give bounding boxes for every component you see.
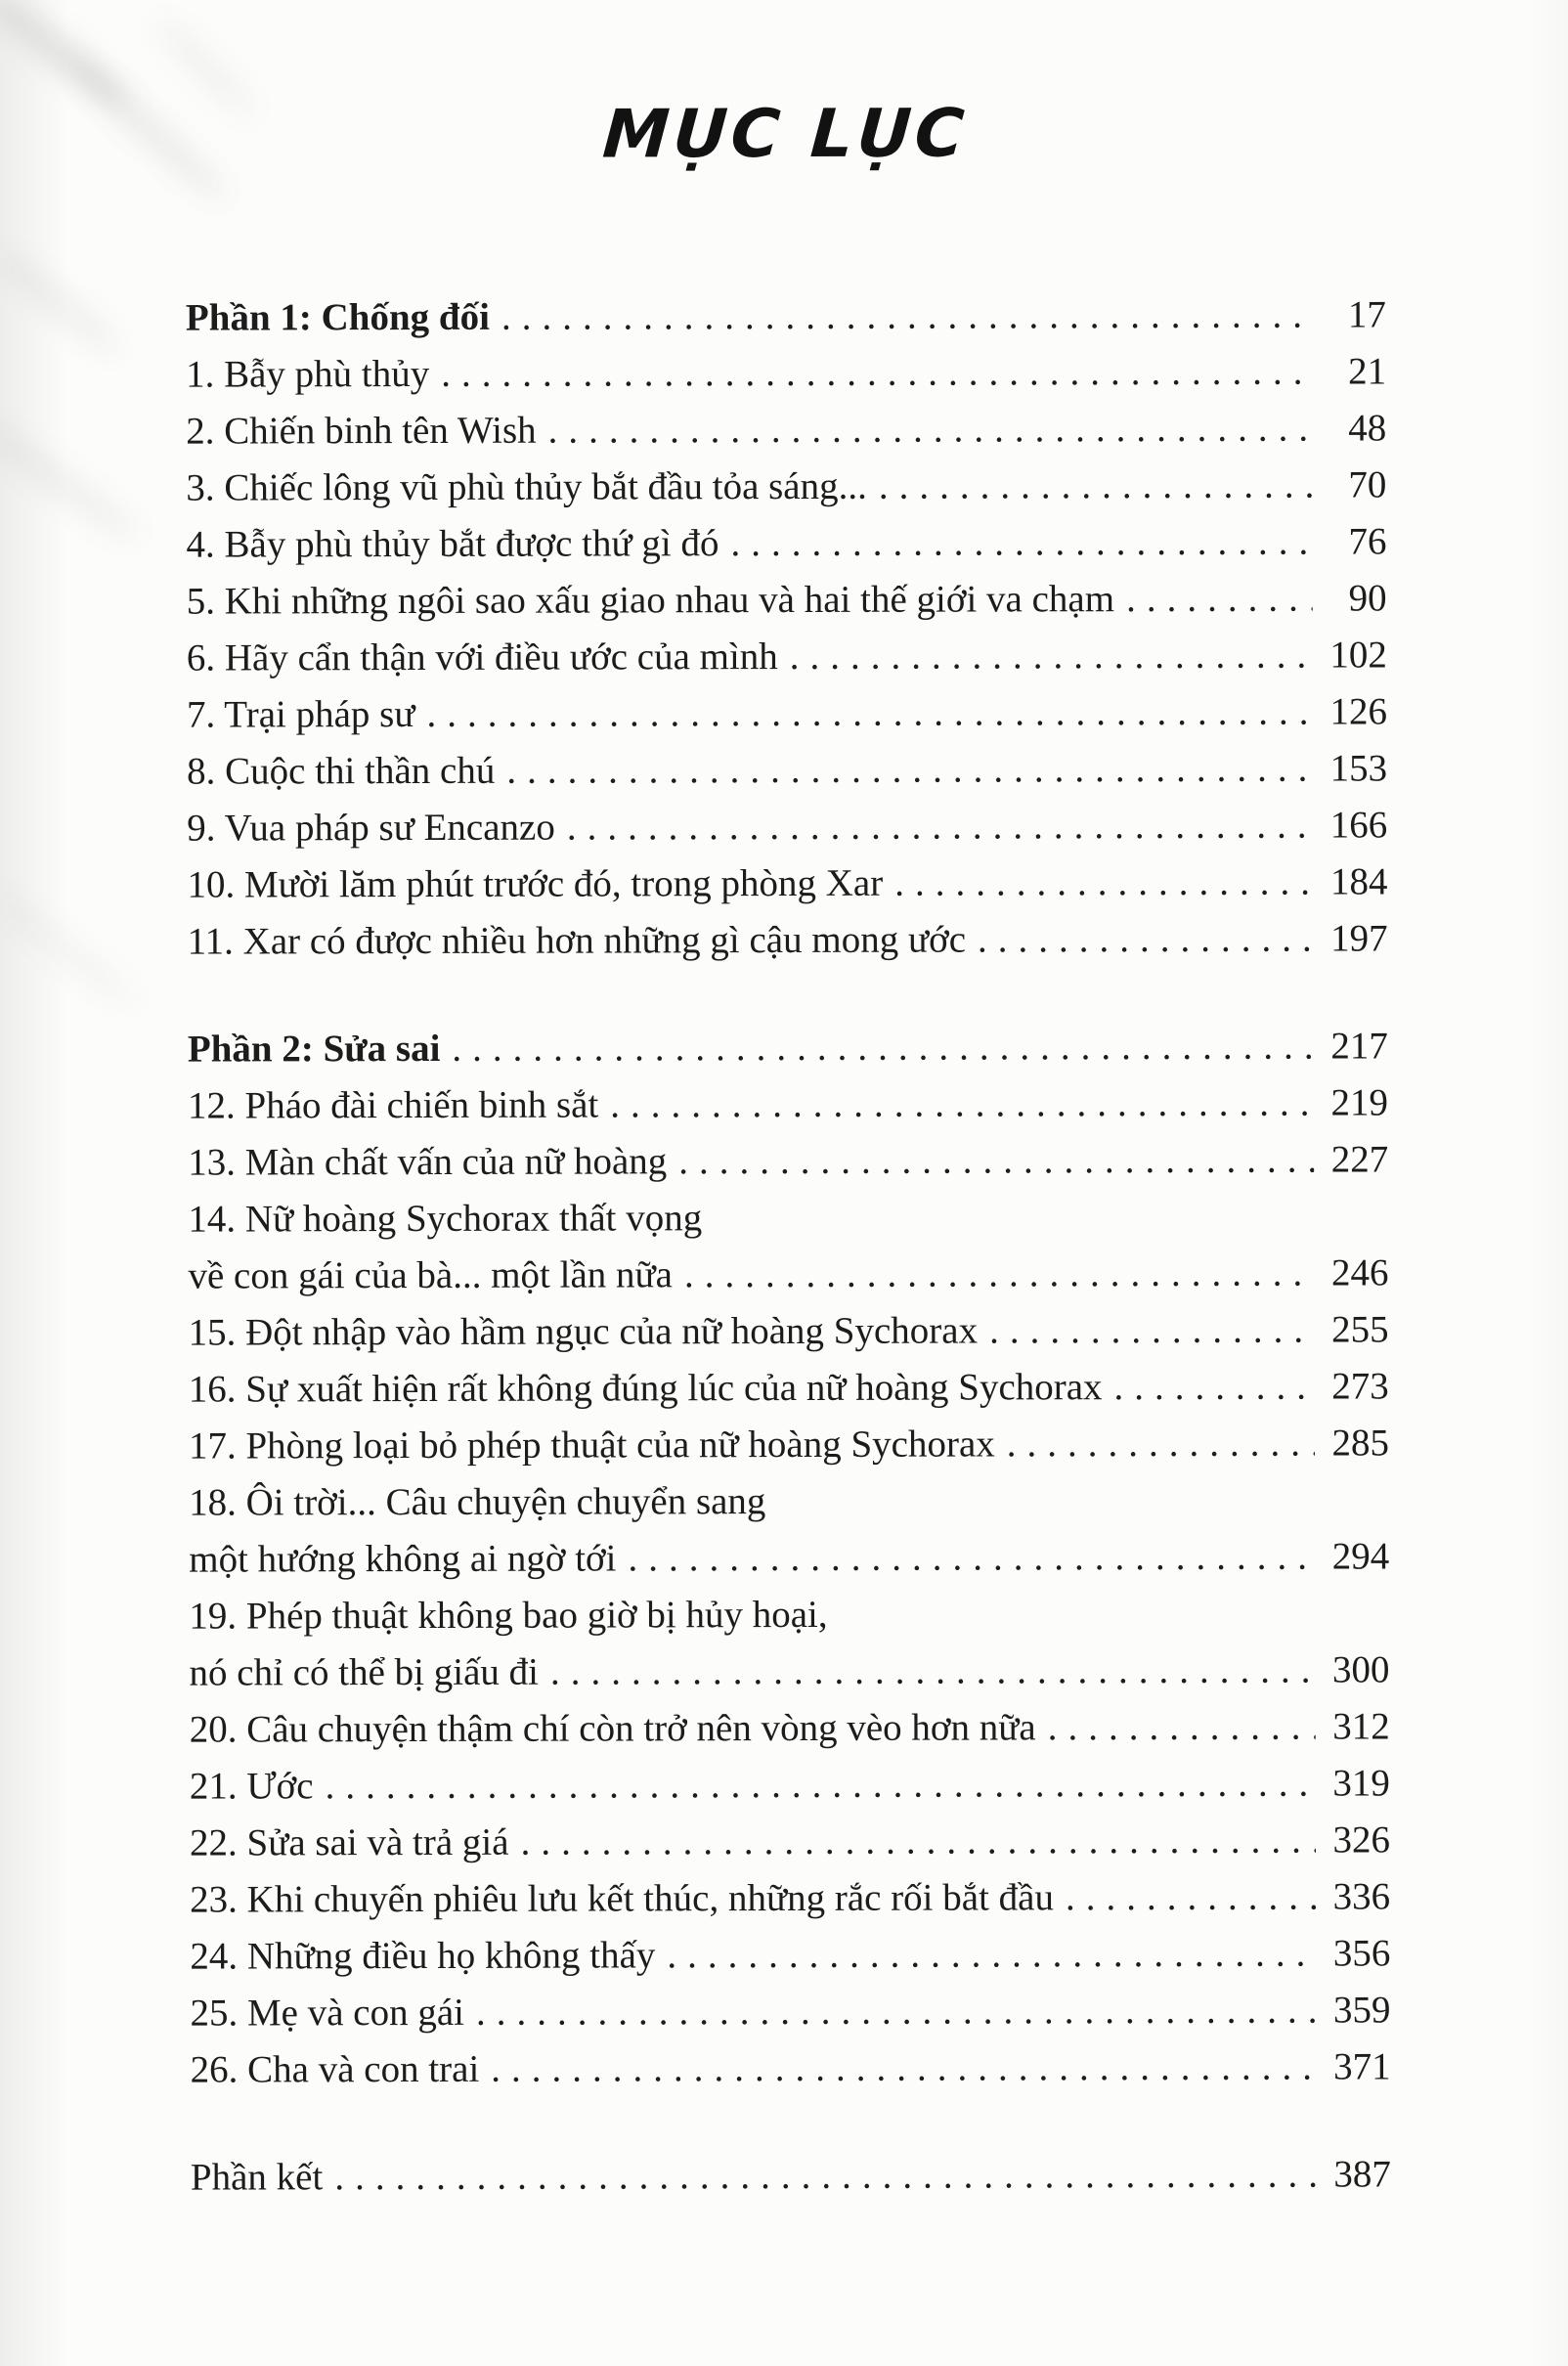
toc-entry-label: Phần 2: Sửa sai — [187, 1027, 441, 1071]
dot-leader — [441, 344, 1312, 403]
toc-entry — [189, 1585, 1389, 1644]
toc-entry — [190, 1925, 1390, 1985]
toc-entry — [186, 513, 1386, 573]
toc-entry-label: 19. Phép thuật không bao giờ bị hủy hoại, — [189, 1593, 828, 1638]
toc-entry — [187, 570, 1387, 630]
toc-entry — [189, 1642, 1389, 1701]
toc-entry — [188, 1245, 1388, 1304]
dot-leader — [730, 514, 1312, 573]
dot-leader — [628, 1529, 1315, 1588]
toc-entry-page: 255 — [1331, 1308, 1389, 1351]
toc-entry-page: 102 — [1329, 634, 1387, 677]
toc-entry-page: 359 — [1332, 1989, 1391, 2032]
toc-entry — [189, 1301, 1389, 1361]
dot-leader — [1007, 1416, 1315, 1473]
dot-leader — [550, 1643, 1316, 1701]
dot-leader — [426, 684, 1313, 743]
toc-entry-page: 90 — [1348, 577, 1387, 620]
dot-leader — [894, 854, 1313, 912]
toc-entry — [186, 400, 1386, 460]
toc-entry-label: Phần kết — [190, 2156, 324, 2199]
toc-list — [186, 286, 1391, 2206]
dot-leader — [978, 911, 1314, 969]
toc-entry-page: 219 — [1330, 1081, 1389, 1124]
toc-entry-page: 126 — [1329, 690, 1388, 733]
toc-entry-label: Phần 1: Chống đối — [185, 295, 490, 339]
dot-leader — [334, 2147, 1317, 2207]
dot-leader — [325, 1756, 1315, 1816]
toc-entry-page: 246 — [1330, 1251, 1389, 1294]
toc-entry — [189, 1358, 1389, 1418]
toc-entry-label: 26. Cha và con trai — [190, 2047, 480, 2091]
toc-entry-label: 11. Xar có được nhiều hơn những gì cậu mong ước — [187, 918, 967, 963]
toc-entry-label: 8. Cuộc thi thần chú — [187, 749, 496, 793]
toc-entry-label: 1. Bẫy phù thủy — [185, 352, 430, 396]
dot-leader — [452, 1019, 1314, 1077]
toc-entry-page: 76 — [1348, 520, 1387, 563]
toc-entry — [189, 1471, 1389, 1531]
toc-entry-label: 20. Câu chuyện thậm chí còn trở nên vòng vèo hơn nữa — [189, 1706, 1036, 1751]
dot-leader — [667, 1926, 1316, 1985]
toc-entry-page: 153 — [1329, 747, 1388, 790]
toc-entry-label: 21. Ước — [189, 1765, 314, 1808]
dot-leader — [989, 1302, 1315, 1360]
toc-entry — [186, 343, 1386, 403]
dot-leader — [506, 741, 1313, 800]
toc-entry-page: 21 — [1347, 350, 1387, 393]
toc-entry-label: 17. Phòng loại bỏ phép thuật của nữ hoàng Sychorax — [188, 1423, 995, 1468]
toc-entry-page: 48 — [1348, 407, 1387, 450]
toc-entry-label: 2. Chiến binh tên Wish — [186, 409, 537, 453]
toc-entry-page: 294 — [1331, 1535, 1390, 1578]
toc-entry-label: 24. Những điều họ không thấy — [190, 1934, 656, 1978]
dot-leader — [610, 1075, 1314, 1134]
toc-entry-page: 70 — [1348, 463, 1387, 506]
dot-leader — [1066, 1869, 1316, 1927]
toc-entry-label: 18. Ôi trời... Câu chuyện chuyển sang — [189, 1480, 766, 1524]
toc-entry — [188, 1074, 1388, 1134]
page-title: MỤC LỤC — [600, 95, 971, 174]
toc-entry — [186, 457, 1386, 516]
toc-entry-page: 356 — [1332, 1932, 1391, 1975]
dot-leader — [476, 1983, 1317, 2041]
toc-entry — [187, 683, 1387, 743]
toc-entry — [190, 1812, 1390, 1871]
toc-entry — [188, 1131, 1388, 1191]
toc-entry-label: 22. Sửa sai và trả giá — [189, 1820, 509, 1864]
toc-entry-label: 9. Vua pháp sư Encanzo — [187, 806, 555, 850]
dot-leader — [501, 287, 1312, 346]
toc-entry-label: 13. Màn chất vấn của nữ hoàng — [188, 1140, 668, 1184]
toc-entry-page: 184 — [1329, 860, 1388, 903]
toc-entry — [191, 2146, 1391, 2206]
toc-entry-label: 15. Đột nhập vào hầm ngục của nữ hoàng Sychorax — [188, 1309, 979, 1354]
toc-entry-label: 10. Mười lăm phút trước đó, trong phòng Xar — [187, 861, 884, 906]
toc-entry-page: 312 — [1332, 1705, 1390, 1748]
toc-entry — [191, 2038, 1391, 2098]
toc-entry-page: 217 — [1330, 1025, 1388, 1068]
toc-entry — [188, 1018, 1388, 1077]
toc-entry — [189, 1528, 1389, 1588]
dot-leader — [567, 798, 1314, 856]
toc-entry — [188, 1188, 1388, 1248]
toc-entry-label: 16. Sự xuất hiện rất không đúng lúc của nữ hoàng Sychorax — [188, 1366, 1103, 1411]
toc-entry — [187, 910, 1387, 970]
dot-leader — [790, 628, 1313, 685]
toc-entry-label: 25. Mẹ và con gái — [190, 1991, 465, 2035]
toc-entry-label: về con gái của bà... một lần nữa — [188, 1253, 673, 1297]
page-content — [185, 0, 1391, 2207]
toc-entry-label: 12. Pháo đài chiến binh sắt — [187, 1083, 599, 1127]
toc-entry-page: 326 — [1332, 1818, 1391, 1862]
toc-entry-label: 6. Hãy cẩn thận với điều ước của mình — [186, 635, 778, 679]
toc-entry-page: 166 — [1329, 804, 1388, 847]
toc-entry — [186, 286, 1386, 346]
toc-entry — [190, 1868, 1390, 1928]
toc-entry-page: 273 — [1331, 1365, 1389, 1408]
toc-entry-label: 7. Trại pháp sư — [186, 692, 415, 736]
toc-entry — [190, 1698, 1390, 1758]
toc-entry-label: một hướng không ai ngờ tới — [189, 1537, 617, 1581]
toc-entry-page: 336 — [1332, 1875, 1391, 1918]
toc-entry — [187, 627, 1387, 686]
toc-entry-label: 3. Chiếc lông vũ phù thủy bắt đầu tỏa sáng... — [186, 464, 867, 509]
toc-entry-page: 227 — [1330, 1138, 1389, 1181]
dot-leader — [520, 1813, 1316, 1871]
toc-entry-page: 371 — [1333, 2045, 1391, 2088]
dot-leader — [684, 1246, 1315, 1304]
toc-entry-page: 197 — [1330, 917, 1388, 960]
toc-entry — [187, 797, 1387, 856]
dot-leader — [548, 401, 1313, 460]
toc-entry-page: 285 — [1331, 1422, 1389, 1465]
toc-entry-label: 4. Bẫy phù thủy bắt được thứ gì đó — [186, 522, 719, 566]
toc-entry-page: 300 — [1331, 1648, 1390, 1691]
toc-entry — [187, 740, 1387, 800]
toc-entry-page: 387 — [1333, 2153, 1391, 2196]
toc-entry — [189, 1415, 1389, 1474]
toc-entry-label: 5. Khi những ngôi sao xấu giao nhau và hai thế giới va chạm — [186, 578, 1115, 623]
dot-leader — [1126, 571, 1313, 628]
dot-leader — [879, 458, 1313, 515]
toc-entry-page: 319 — [1332, 1762, 1390, 1805]
toc-entry — [190, 1982, 1390, 2041]
dot-leader — [678, 1132, 1314, 1191]
dot-leader — [1113, 1359, 1314, 1417]
toc-entry — [190, 1755, 1390, 1815]
toc-entry-label: 23. Khi chuyến phiêu lưu kết thúc, những rắc rối bắt đầu — [190, 1876, 1054, 1921]
toc-entry — [187, 854, 1387, 913]
dot-leader — [491, 2039, 1316, 2098]
toc-entry-label: nó chỉ có thể bị giấu đi — [189, 1650, 540, 1694]
toc-entry-page: 17 — [1347, 293, 1386, 336]
dot-leader — [1048, 1699, 1316, 1757]
toc-entry-label: 14. Nữ hoàng Sychorax thất vọng — [188, 1197, 703, 1241]
